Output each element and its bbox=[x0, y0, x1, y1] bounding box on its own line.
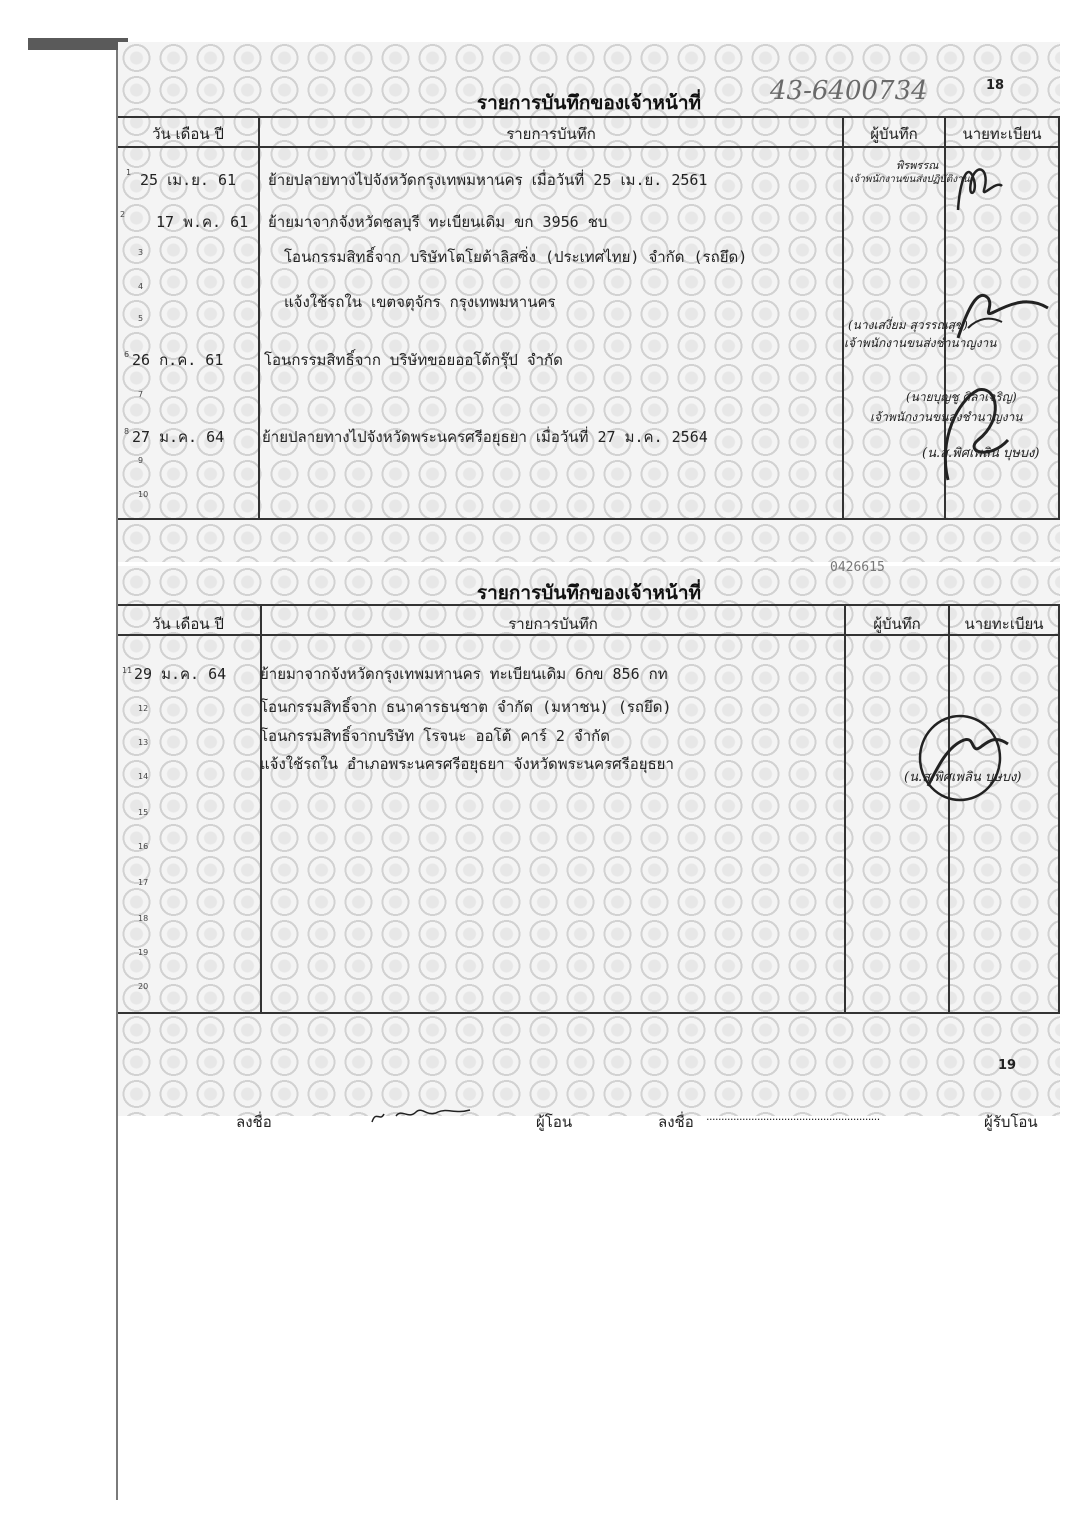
officer-2-title: เจ้าพนักงานขนส่งชำนาญงาน bbox=[844, 336, 997, 350]
column-header-date: วัน เดือน ปี bbox=[152, 125, 224, 143]
row-number: 18 bbox=[138, 914, 149, 923]
partial-serial-number: 0426615 bbox=[830, 560, 885, 575]
row-number: 5 bbox=[138, 314, 144, 323]
column-header-recorder: ผู้บันทึก bbox=[873, 615, 921, 633]
row-number: 7 bbox=[138, 390, 144, 399]
entry-line: ย้ายปลายทางไปจังหวัดพระนครศรีอยุธยา เมื่อวันที่ 27 ม.ค. 2564 bbox=[262, 428, 708, 446]
row-number: 13 bbox=[138, 738, 149, 747]
transferee-sign-label: ลงชื่อ bbox=[658, 1113, 694, 1131]
column-header-entry: รายการบันทึก bbox=[508, 615, 598, 633]
entry-line: ย้ายปลายทางไปจังหวัดกรุงเทพมหานคร เมื่อวันที่ 25 เม.ย. 2561 bbox=[268, 171, 708, 189]
scan-edge-mark bbox=[28, 38, 128, 50]
entry-line: ย้ายมาจากจังหวัดชลบุรี ทะเบียนเดิม ขก 3956 ชบ bbox=[268, 213, 608, 231]
column-header-entry: รายการบันทึก bbox=[506, 125, 596, 143]
row-number: 11 bbox=[122, 666, 133, 675]
entry-line: แจ้งใช้รถใน อำเภอพระนครศรีอยุธยา จังหวัดพระนครศรีอยุธยา bbox=[260, 755, 674, 773]
row-number: 15 bbox=[138, 808, 149, 817]
page-number-18: 18 bbox=[986, 78, 1005, 93]
transferor-role: ผู้โอน bbox=[536, 1113, 573, 1131]
entry-line: โอนกรรมสิทธิ์จาก บริษัทโตโยต้าลิสซิ่ง (ประเทศไทย) จำกัด (รถยึด) bbox=[284, 248, 748, 266]
transferor-signature bbox=[368, 1100, 478, 1128]
row-number: 1 bbox=[126, 168, 132, 177]
row-number: 19 bbox=[138, 948, 149, 957]
entry-date: 29 ม.ค. 64 bbox=[134, 665, 227, 683]
page-number-19: 19 bbox=[998, 1058, 1017, 1073]
entry-line: โอนกรรมสิทธิ์จาก บริษัทขอยออโต้กรุ๊ป จำกัด bbox=[264, 351, 563, 369]
entry-date: 26 ก.ค. 61 bbox=[132, 351, 224, 369]
officer-1-signature bbox=[938, 150, 1018, 220]
transferor-sign-label: ลงชื่อ bbox=[236, 1113, 272, 1131]
officer-4-signature bbox=[908, 380, 1028, 490]
entry-date: 17 พ.ค. 61 bbox=[156, 213, 249, 231]
officer-3-title: เจ้าพนักงานขนส่งชำนาญงาน bbox=[870, 410, 1023, 424]
column-header-registrar: นายทะเบียน bbox=[962, 125, 1042, 143]
row-number: 17 bbox=[138, 878, 149, 887]
officer-2-name: (นางเสงี่ยม สุวรรณสุข) bbox=[848, 318, 968, 332]
officer-3-name: (นายบุญชู ศิลาเจริญ) bbox=[906, 390, 1017, 404]
entry-date: 27 ม.ค. 64 bbox=[132, 428, 225, 446]
registrar-name: (น.ส.พิศเพลิน บุษบง) bbox=[904, 770, 1022, 785]
lower-record-sheet bbox=[118, 560, 1060, 1116]
transferee-sign-dots: .......................................................... bbox=[706, 1110, 880, 1123]
row-number: 20 bbox=[138, 982, 149, 991]
entry-date: 25 เม.ย. 61 bbox=[140, 171, 237, 189]
lower-sheet-title: รายการบันทึกของเจ้าหน้าที่ bbox=[476, 582, 702, 604]
column-header-date: วัน เดือน ปี bbox=[152, 615, 224, 633]
row-number: 3 bbox=[138, 248, 144, 257]
row-number: 16 bbox=[138, 842, 149, 851]
row-number: 10 bbox=[138, 490, 149, 499]
row-number: 8 bbox=[124, 427, 130, 436]
officer-1-title: เจ้าพนักงานขนส่งปฏิบัติงาน bbox=[850, 174, 970, 185]
entry-line: โอนกรรมสิทธิ์จาก ธนาคารธนชาต จำกัด (มหาชน) (รถยึด) bbox=[260, 698, 672, 716]
transferee-role: ผู้รับโอน bbox=[984, 1113, 1038, 1131]
row-number: 14 bbox=[138, 772, 149, 781]
row-number: 6 bbox=[124, 350, 130, 359]
registrar-signature bbox=[898, 706, 1038, 816]
upper-sheet-title: รายการบันทึกของเจ้าหน้าที่ bbox=[476, 92, 702, 114]
row-number: 12 bbox=[138, 704, 149, 713]
column-header-registrar: นายทะเบียน bbox=[964, 615, 1044, 633]
officer-1-name: พิรพรรณ bbox=[896, 159, 939, 172]
row-number: 2 bbox=[120, 210, 126, 219]
row-number: 4 bbox=[138, 282, 144, 291]
upper-record-sheet bbox=[118, 42, 1060, 562]
entry-line: โอนกรรมสิทธิ์จากบริษัท โรจนะ ออโต้ คาร์ 2 จำกัด bbox=[260, 727, 611, 745]
column-header-recorder: ผู้บันทึก bbox=[870, 125, 918, 143]
entry-line: แจ้งใช้รถใน เขตจตุจักร กรุงเทพมหานคร bbox=[284, 293, 556, 311]
handwritten-registration-number: 43-6400734 bbox=[770, 76, 928, 106]
entry-line: ย้ายมาจากจังหวัดกรุงเทพมหานคร ทะเบียนเดิม 6กข 856 กท bbox=[260, 665, 668, 683]
row-number: 9 bbox=[138, 456, 144, 465]
officer-4-name: (น.ส.พิศเพลิน บุษบง) bbox=[922, 446, 1040, 461]
